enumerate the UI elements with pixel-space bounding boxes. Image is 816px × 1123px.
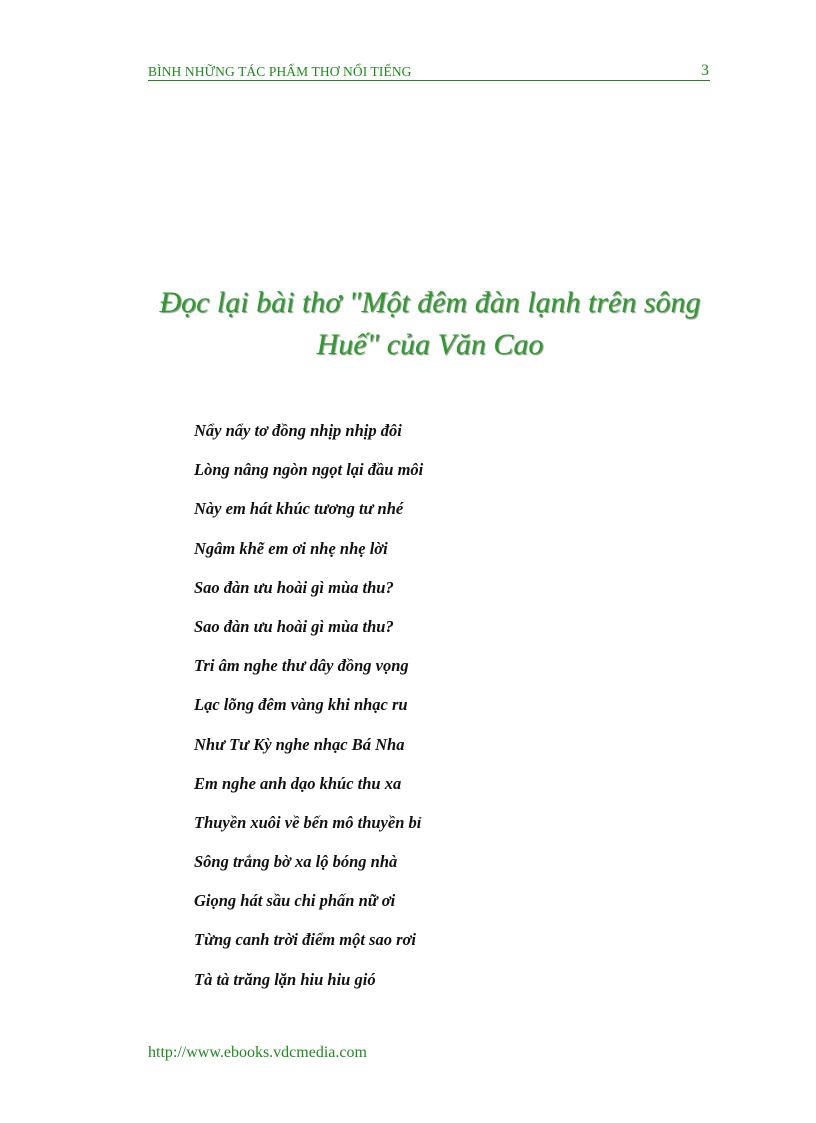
header-title: BÌNH NHỮNG TÁC PHẨM THƠ NỔI TIẾNG	[148, 64, 412, 79]
poem-line: Sao đàn ưu hoài gì mùa thu?	[194, 577, 394, 597]
poem-line: Giọng hát sầu chi phấn nữ ơi	[194, 891, 396, 911]
poem-line: Như Tư Kỳ nghe nhạc Bá Nha	[194, 734, 405, 754]
poem-line: Ngâm khẽ em ơi nhẹ nhẹ lời	[194, 538, 388, 558]
title-line-1: Đọc lại bài thơ "Một đêm đàn lạnh trên sông	[159, 286, 701, 319]
title-line-2: Huế" của Văn Cao	[316, 328, 544, 361]
poem-line: Từng canh trời điểm một sao rơi	[194, 930, 416, 950]
page-number: 3	[701, 62, 709, 79]
poem-line: Lòng nâng ngòn ngọt lại đầu môi	[194, 460, 424, 480]
poem-line: Này em hát khúc tương tư nhé	[194, 499, 404, 519]
poem-line: Tà tà trăng lặn hiu hiu gió	[194, 969, 376, 989]
poem	[194, 420, 694, 1008]
poem-line: Lạc lõng đêm vàng khi nhạc ru	[194, 695, 408, 715]
running-header	[148, 62, 710, 81]
footer-url-link[interactable]: http://www.ebooks.vdcmedia.com	[148, 1044, 367, 1061]
poem-line: Em nghe anh dạo khúc thu xa	[194, 773, 402, 793]
poem-line: Sao đàn ưu hoài gì mùa thu?	[194, 616, 394, 636]
poem-line: Sông trắng bờ xa lộ bóng nhà	[194, 852, 398, 872]
poem-line: Tri âm nghe thư dây đồng vọng	[194, 656, 409, 676]
document-title	[100, 282, 760, 366]
poem-line: Thuyền xuôi về bến mô thuyền bỉ	[194, 812, 422, 832]
poem-line: Nẩy nẩy tơ đồng nhịp nhịp đôi	[194, 421, 402, 440]
